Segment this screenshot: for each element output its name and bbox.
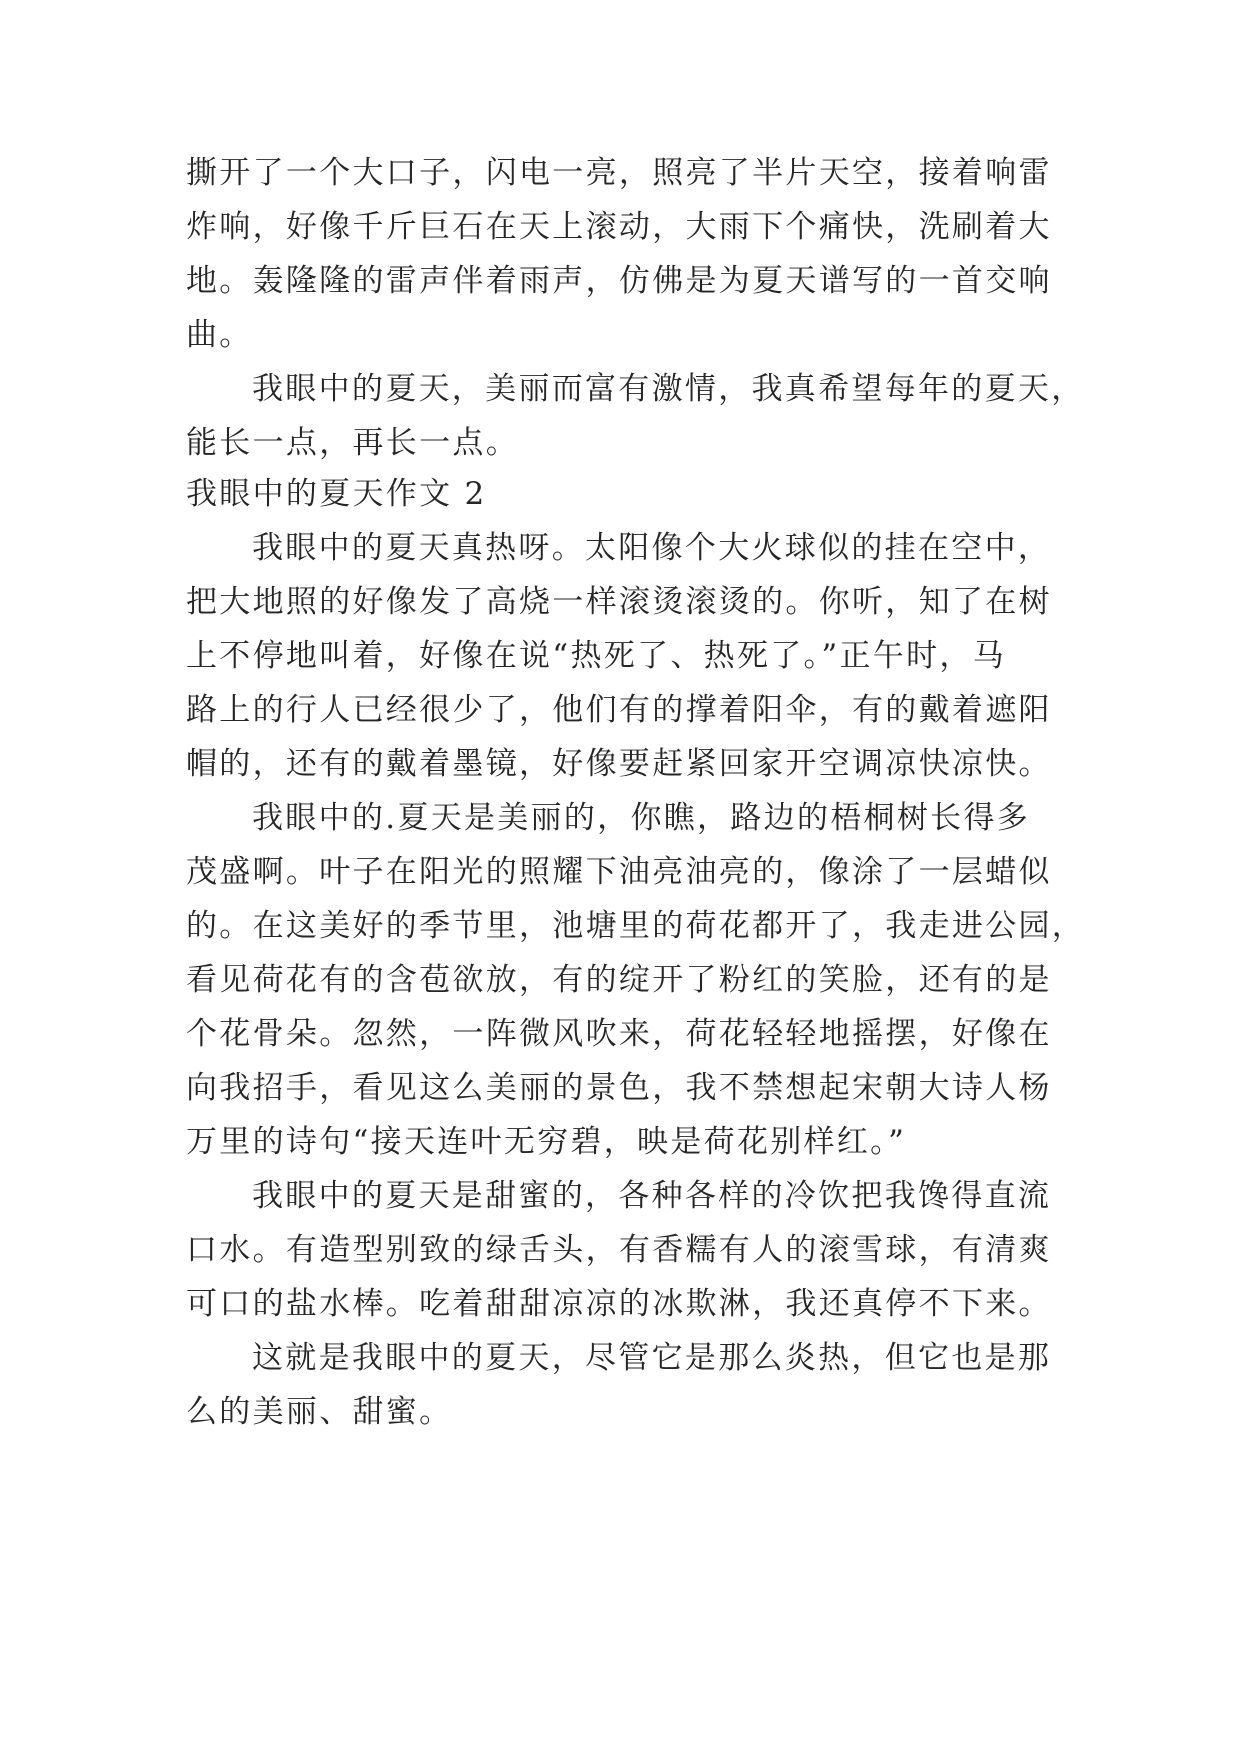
paragraph-line: 能长一点，再长一点。 bbox=[186, 425, 519, 461]
paragraph-line: 我眼中的夏天真热呀。太阳像个大火球似的挂在空中， bbox=[252, 530, 1052, 566]
paragraph-line: 向我招手，看见这么美丽的景色，我不禁想起宋朝大诗人杨 bbox=[186, 1070, 1052, 1106]
paragraph-line: 么的美丽、甜蜜。 bbox=[186, 1394, 453, 1430]
paragraph-line: 曲。 bbox=[186, 317, 253, 353]
paragraph-line: 茂盛啊。叶子在阳光的照耀下油亮油亮的，像涂了一层蜡似 bbox=[186, 854, 1052, 890]
paragraph-line: 撕开了一个大口子，闪电一亮，照亮了半片天空，接着响雷 bbox=[186, 155, 1052, 191]
paragraph-line: 炸响，好像千斤巨石在天上滚动，大雨下个痛快，洗刷着大 bbox=[186, 209, 1052, 245]
paragraph-line: 这就是我眼中的夏天，尽管它是那么炎热，但它也是那 bbox=[252, 1340, 1052, 1376]
paragraph-line: 我眼中的夏天是甜蜜的，各种各样的冷饮把我馋得直流 bbox=[252, 1178, 1052, 1214]
paragraph-line: 口水。有造型别致的绿舌头，有香糯有人的滚雪球，有清爽 bbox=[186, 1232, 1052, 1268]
section-heading: 我眼中的夏天作文 2 bbox=[186, 476, 487, 512]
paragraph-line: 个花骨朵。忽然，一阵微风吹来，荷花轻轻地摇摆，好像在 bbox=[186, 1016, 1052, 1052]
paragraph-line: 把大地照的好像发了高烧一样滚烫滚烫的。你听，知了在树 bbox=[186, 584, 1052, 620]
paragraph-line: 路上的行人已经很少了，他们有的撑着阳伞，有的戴着遮阳 bbox=[186, 692, 1052, 728]
paragraph-line: 地。轰隆隆的雷声伴着雨声，仿佛是为夏天谱写的一首交响 bbox=[186, 263, 1052, 299]
paragraph-line: 看见荷花有的含苞欲放，有的绽开了粉红的笑脸，还有的是 bbox=[186, 962, 1052, 998]
paragraph-line: 我眼中的.夏天是美丽的，你瞧，路边的梧桐树长得多 bbox=[252, 800, 1031, 836]
paragraph-line: 的。在这美好的季节里，池塘里的荷花都开了，我走进公园， bbox=[186, 908, 1086, 944]
paragraph-line: 可口的盐水棒。吃着甜甜凉凉的冰欺淋，我还真停不下来。 bbox=[186, 1286, 1052, 1322]
paragraph-line: 万里的诗句“接天连叶无穷碧，映是荷花别样红。” bbox=[186, 1124, 907, 1160]
paragraph-line: 我眼中的夏天，美丽而富有激情，我真希望每年的夏天， bbox=[252, 371, 1085, 407]
paragraph-line: 帽的，还有的戴着墨镜，好像要赶紧回家开空调凉快凉快。 bbox=[186, 746, 1052, 782]
paragraph-line: 上不停地叫着，好像在说“热死了、热死了。”正午时，马 bbox=[186, 638, 1006, 674]
